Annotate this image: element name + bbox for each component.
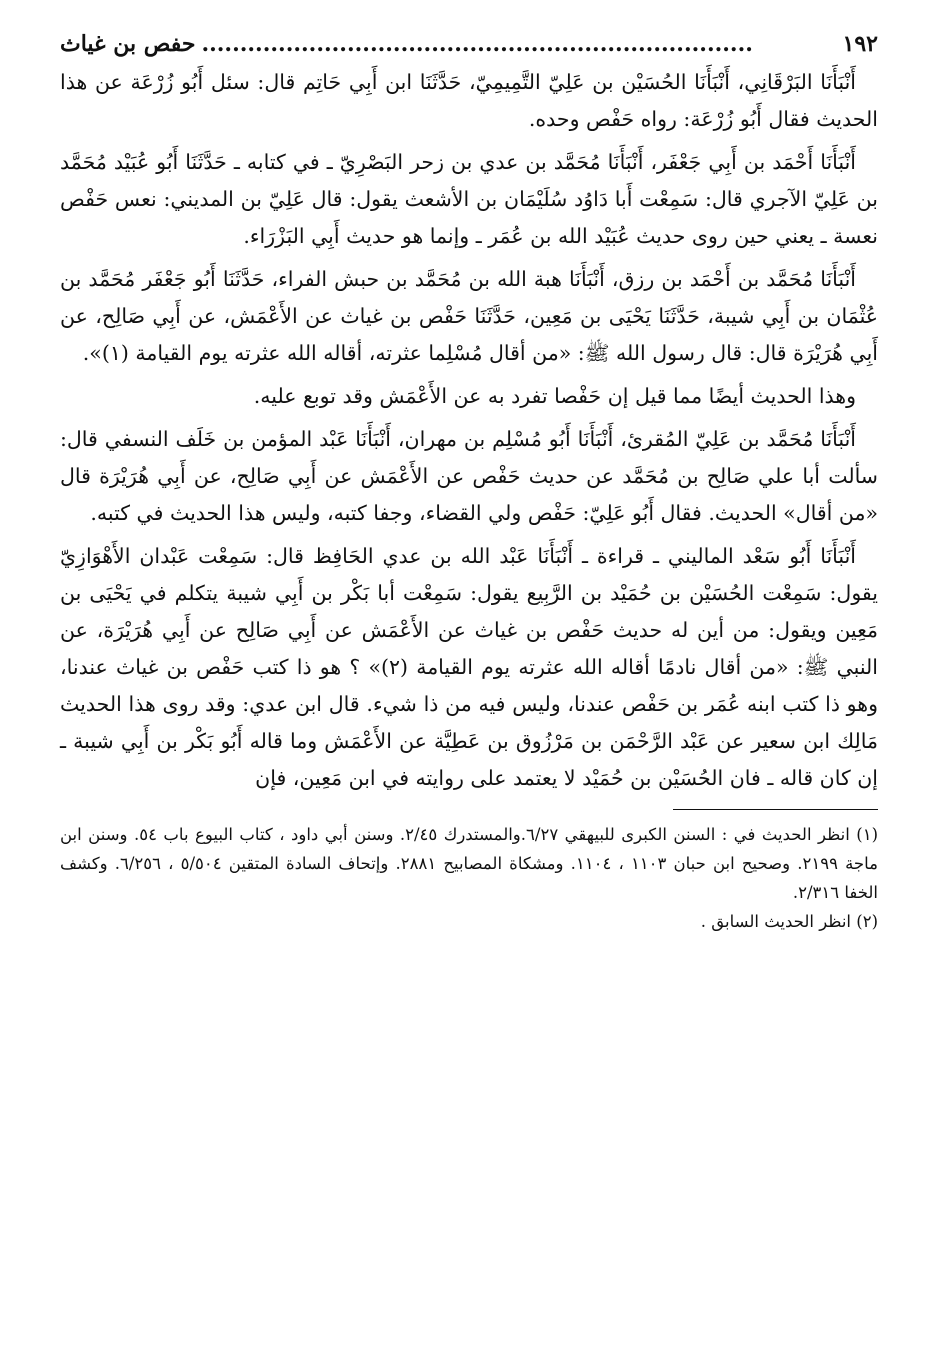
- paragraph: أَنْبَأَنَا أَبُو سَعْد الماليني ـ قراءة ـ أَنْبَأَنَا عَبْد الله بن عدي الحَافِظ قال: سَمِعْت عَبْدان الأَهْوَازِيّ يقول: سَمِعْت الحُسَيْن بن حُمَيْد بن الرَّبِيع يقول: سَمِعْت أبا بَكْر بن أَبِي شيبة يتكلم في يَحْيَى بن مَعِين ويقول: من أين له حديث حَفْص بن غياث عن الأَعْمَش عن أَبِي صَالِح عن أَبِي هُرَيْرَة، عن النبي ﷺ: «من أقال نادمًا أقاله الله عثرته يوم القيامة (٢)» ؟ هو ذا كتب حَفْص بن غياث عندنا، وهو ذا كتب ابنه عُمَر بن حَفْص عندنا، وليس فيه من ذا شيء. قال ابن عدي: وقد روى هذا الحديث مَالِك ابن سعير عن عَبْد الرَّحْمَن بن مَرْزُوق بن عَطِيَّة عن الأَعْمَش وما قاله أَبُو بَكْر بن أَبِي شيبة ـ إن كان قاله ـ فان الحُسَيْن بن حُمَيْد لا يعتمد على روايته في ابن مَعِين، فإن: [60, 544, 878, 790]
- paragraph: أَنْبَأَنَا مُحَمَّد بن أَحْمَد بن رزق، أَنْبَأَنَا هبة الله بن مُحَمَّد بن حبش الفراء، حَدَّثَنَا أَبُو جَعْفَر مُحَمَّد بن عُثْمَان بن أَبِي شيبة، حَدَّثَنَا يَحْيَى بن مَعِين، حَدَّثَنَا حَفْص بن غياث عن الأَعْمَش، عن أَبِي صَالِح، عن أَبِي هُرَيْرَة قال: قال رسول الله ﷺ: «من أقال مُسْلِما عثرته، أقاله الله عثرته يوم القيامة (١)».: [60, 267, 878, 365]
- page-header: [60, 28, 878, 60]
- paragraph: أَنْبَأَنَا البَرْقَانِي، أَنْبَأَنَا الحُسَيْن بن عَلِيّ التَّمِيمِيّ، حَدَّثَنَا ابن أَبِي حَاتِم قال: سئل أَبُو زُرْعَة عن هذا الحديث فقال أَبُو زُرْعَة: رواه حَفْص وحده.: [60, 70, 878, 131]
- footnote: (١) انظر الحديث في : السنن الكبرى للبيهقي ٦/٢٧.والمستدرك ٢/٤٥. وسنن أبي داود ، كتاب البيوع باب ٥٤. وسنن ابن ماجة ٢١٩٩. وصحيح ابن حبان ١١٠٣ ، ١١٠٤. ومشكاة المصابيح ٢٨٨١. وإتحاف السادة المتقين ٥/٥٠٤ ، ٦/٢٥٦. وكشف الخفا ٢/٣١٦.: [60, 825, 879, 902]
- footnote: (٢) انظر الحديث السابق .: [700, 912, 878, 931]
- footnote-separator: [673, 809, 878, 810]
- running-title: حفص بن غياث: [60, 31, 196, 57]
- paragraph: وهذا الحديث أيضًا مما قيل إن حَفْصا تفرد به عن الأَعْمَش وقد توبع عليه.: [253, 384, 856, 408]
- footnotes: [60, 820, 878, 936]
- main-text: [60, 64, 878, 797]
- paragraph: أَنْبَأَنَا أَحْمَد بن أَبِي جَعْفَر، أَنْبَأَنَا مُحَمَّد بن عدي بن زحر البَصْرِيّ ـ في كتابه ـ حَدَّثَنَا أَبُو عُبَيْد مُحَمَّد بن عَلِيّ الآجري قال: سَمِعْت أَبا دَاوُد سُلَيْمَان بن الأشعث يقول: قال عَلِيّ بن المديني: نعس حَفْص نعسة ـ يعني حين روى حديث عُبَيْد الله بن عُمَر ـ وإنما هو حديث أَبِي البَزْرَاء.: [60, 150, 878, 248]
- paragraph: أَنْبَأَنَا مُحَمَّد بن عَلِيّ المُقرئ، أَنْبَأَنَا أَبُو مُسْلِم بن مهران، أَنْبَأَنَا عَبْد المؤمن بن خَلَف النسفي قال: سألت أبا علي صَالِح بن مُحَمَّد عن حديث حَفْص عن الأَعْمَش عن أَبِي صَالِح، عن أَبِي هُرَيْرَة قال «من أقال» الحديث. فقال أَبُو عَلِيّ: حَفْص ولي القضاء، وجفا كتبه، وليس هذا الحديث في كتبه.: [60, 427, 878, 525]
- page-number: ١٩٢: [842, 31, 878, 57]
- book-page: [60, 28, 878, 936]
- header-leader-dots: ........................................................................: [201, 31, 753, 57]
